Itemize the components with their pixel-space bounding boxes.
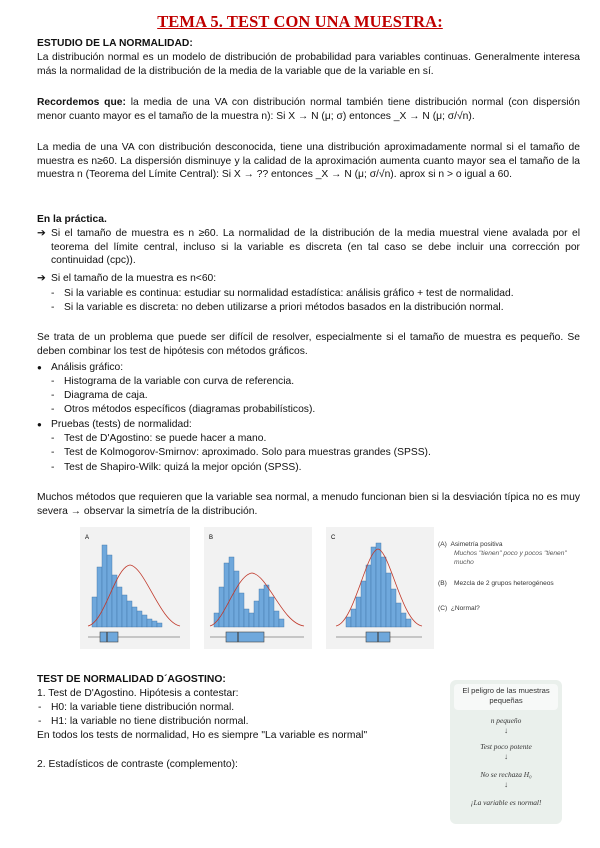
legend-item-b (438, 579, 568, 588)
practica-sub-1-text: Si la variable es continua: estudiar su normalidad estadística: análisis gráfico + test de normalidad. (64, 288, 514, 299)
practica-sub-2-text: Si la variable es discreta: no deben utilizarse a priori métodos basados en la distribución normal. (64, 302, 504, 313)
recordemos-paragraph (37, 96, 580, 123)
legend-note: Muchos "tienen" poco y pocos "tienen" mucho (454, 550, 567, 566)
arrow-icon: ➔ (37, 273, 46, 284)
flow-step-3: No se rechaza H₀ (480, 770, 532, 779)
panel-label: B (209, 535, 214, 541)
practica-item-2 (37, 272, 580, 286)
recordemos-label: Recordemos que: (37, 97, 126, 108)
normalidad-heading: ESTUDIO DE LA NORMALIDAD: (37, 38, 193, 49)
bullet-icon: ● (37, 420, 42, 429)
pruebas-bullet (37, 418, 192, 432)
down-arrow-icon: ↓ (504, 726, 508, 735)
dash-marker: - (38, 716, 42, 727)
figure-legend (438, 540, 568, 613)
recordemos-text: la media de una VA con distribución normal también tiene distribución normal (con dispersión menor cuanto mayor es el tamaño de la muestra n): Si X → N (μ; σ) entonces _X → N (μ; σ/√n). (37, 97, 580, 122)
pruebas-item-text: Test de D'Agostino: se puede hacer a mano. (64, 433, 267, 444)
pruebas-item-2 (51, 446, 431, 460)
analisis-item-text: Otros métodos específicos (diagramas probabilísticos). (64, 404, 316, 415)
analisis-item-text: Histograma de la variable con curva de referencia. (64, 376, 295, 387)
arrow-icon: ➔ (37, 228, 46, 239)
normalidad-paragraph: La distribución normal es un modelo de distribución de probabilidad para variables continuas. Generalmente interesa más la normalidad de la distribución de la media de la variable que de la variable en sí. (37, 52, 580, 77)
panel-label: A (85, 535, 90, 541)
dash-marker: - (51, 390, 55, 401)
dash-marker: - (51, 462, 55, 473)
histogram-panel-c (326, 527, 434, 649)
practica-item-1-text: Si el tamaño de muestra es n ≥60. La normalidad de la distribución de la media muestral viene avalada por el teorema del límite central, incluso si la variable es discreta (en tal caso se debe incluir una corrección por continuidad (cpc)). (51, 228, 580, 267)
legend-key: (C) (438, 605, 448, 612)
analisis-bullet (37, 361, 124, 375)
tlc-paragraph: La media de una VA con distribución desconocida, tiene una distribución aproximadamente normal si el tamaño de muestra es n≥60. La dispersión disminuye y la calidad de la aproximación aumenta cuanto mayor sea el tamaño de la muestra n (Teorema del Límite Central): Si X → ?? entonces _X → N (μ; σ/√n). aprox si n > o igual a 60. (37, 142, 580, 181)
panel-background (80, 527, 190, 649)
analisis-item-1 (51, 375, 295, 389)
pruebas-item-text: Test de Shapiro-Wilk: quizá la mejor opción (SPSS). (64, 462, 302, 473)
practica-item-1 (37, 227, 580, 268)
dash-marker: - (51, 433, 55, 444)
flowbox-title-panel (454, 684, 558, 710)
dash-marker: - (38, 702, 42, 713)
dagostino-line-1: 1. Test de D'Agostino. Hipótesis a contestar: (37, 688, 239, 699)
h0-text: H0: la variable tiene distribución normal. (51, 702, 235, 713)
dagostino-h0 (38, 701, 235, 715)
histogram-panel-b (204, 527, 312, 649)
legend-text: Mezcla de 2 grupos heterogéneos (454, 580, 554, 587)
muchos-paragraph: Muchos métodos que requieren que la variable sea normal, a menudo funcionan bien si la desviación típica no es muy severa → observar la simetría de la distribución. (37, 492, 580, 517)
legend-note-a (438, 549, 568, 567)
flowbox-title: El peligro de las muestras pequeñas (462, 686, 550, 705)
pruebas-item-text: Test de Kolmogorov-Smirnov: aproximado. Solo para muestras grandes (SPSS). (64, 447, 431, 458)
analisis-label: Análisis gráfico: (51, 362, 124, 373)
legend-key: (B) (438, 580, 447, 587)
analisis-item-text: Diagrama de caja. (64, 390, 148, 401)
practica-sub-1 (51, 287, 580, 301)
dagostino-line-4: En todos los tests de normalidad, Ho es siempre "La variable es normal" (37, 730, 368, 741)
flow-step-1: n pequeño (490, 716, 522, 725)
legend-item-c (438, 604, 568, 613)
pruebas-label: Pruebas (tests) de normalidad: (51, 419, 192, 430)
analisis-item-3 (51, 403, 316, 417)
dagostino-line-5: 2. Estadísticos de contraste (complemento): (37, 759, 238, 770)
dash-marker: - (51, 376, 55, 387)
legend-text: ¿Normal? (450, 605, 480, 612)
practica-item-2-text: Si el tamaño de la muestra es n<60: (51, 273, 217, 284)
legend-key: (A) (438, 541, 447, 548)
pruebas-item-1 (51, 432, 267, 446)
dash-marker: - (51, 404, 55, 415)
legend-item-a (438, 540, 568, 549)
dash-marker: - (51, 288, 55, 299)
histogram-panel-a (80, 527, 190, 649)
down-arrow-icon: ↓ (504, 780, 508, 789)
h1-text: H1: la variable no tiene distribución normal. (51, 716, 249, 727)
small-samples-flowbox (450, 680, 562, 824)
panel-label: C (331, 535, 336, 541)
practica-heading: En la práctica. (37, 214, 107, 225)
dagostino-h1 (38, 715, 249, 729)
page-title: TEMA 5. TEST CON UNA MUESTRA: (157, 12, 443, 31)
flow-step-2: Test poco potente (480, 742, 532, 751)
dash-marker: - (51, 302, 55, 313)
problema-paragraph: Se trata de un problema que puede ser difícil de resolver, especialmente si el tamaño de muestra es pequeño. Se deben combinar los test de hipótesis con métodos gráficos. (37, 332, 580, 357)
legend-text: Asimetría positiva (450, 541, 503, 548)
flow-step-4: ¡La variable es normal! (470, 798, 542, 807)
dagostino-heading: TEST DE NORMALIDAD D´AGOSTINO: (37, 674, 226, 685)
pruebas-item-3 (51, 461, 302, 475)
analisis-item-2 (51, 389, 148, 403)
bullet-icon: ● (37, 363, 42, 372)
down-arrow-icon: ↓ (504, 752, 508, 761)
practica-sub-2 (51, 301, 580, 315)
dash-marker: - (51, 447, 55, 458)
